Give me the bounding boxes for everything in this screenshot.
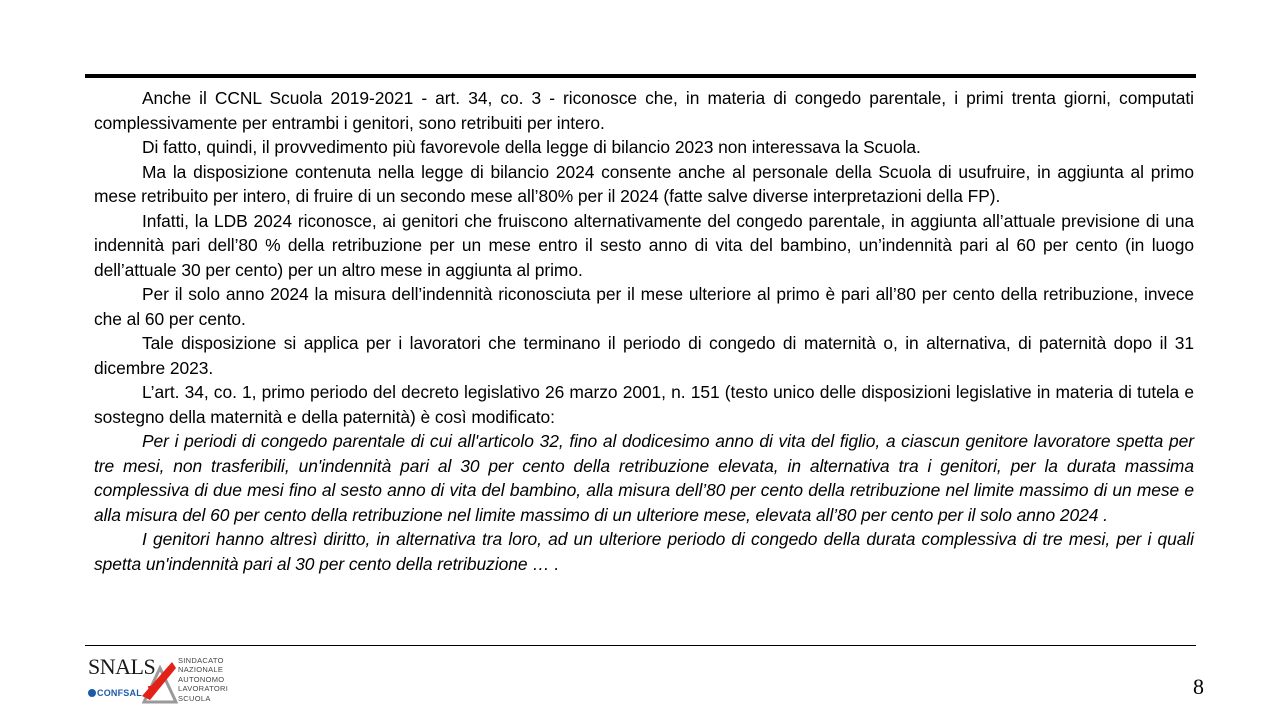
body-text [94, 86, 1194, 576]
confsal-text: CONFSAL [97, 688, 142, 698]
snals-logo [86, 654, 266, 706]
snals-words [178, 656, 228, 703]
snals-wordmark: SNALS [88, 654, 156, 679]
paragraph-ccnl: Anche il CCNL Scuola 2019-2021 - art. 34, co. 3 - riconosce che, in materia di congedo parentale, i primi trenta giorni, computati complessivamente per entrambi i genitori, sono retribuiti per intero. [94, 88, 1194, 133]
quote-periodi-congedo: Per i periodi di congedo parentale di cui all'articolo 32, fino al dodicesimo anno di vita del figlio, a ciascun genitore lavoratore spetta per tre mesi, non trasferibili, un'indennità pari al 30 per cento della retribuzione elevata, in alternativa tra i genitori, per la durata massima complessiva di due mesi fino al sesto anno di vita del bambino, alla misura dell’80 per cento della retribuzione nel limite massimo di un mese e alla misura del 60 per cento della retribuzione nel limite massimo di un ulteriore mese, elevata all’80 per cento per il solo anno 2024 . [94, 431, 1194, 525]
confsal-icon [88, 689, 96, 697]
word-sindacato: SINDACATO [178, 656, 224, 665]
word-autonomo: AUTONOMO [178, 674, 225, 684]
top-rule [85, 74, 1196, 78]
paragraph-tale-disposizione: Tale disposizione si applica per i lavoratori che terminano il periodo di congedo di maternità o, in alternativa, di paternità dopo il 31 dicembre 2023. [94, 333, 1194, 378]
paragraph-di-fatto: Di fatto, quindi, il provvedimento più favorevole della legge di bilancio 2023 non interessava la Scuola. [142, 137, 921, 157]
word-scuola: SCUOLA [178, 693, 211, 703]
snals-mark-icon [142, 656, 178, 704]
quote-genitori: I genitori hanno altresì diritto, in alternativa tra loro, ad un ulteriore periodo di congedo della durata complessiva di tre mesi, per i quali spetta un'indennità pari al 30 per cento della retribuzione … . [94, 529, 1194, 574]
paragraph-infatti: Infatti, la LDB 2024 riconosce, ai genitori che fruiscono alternativamente del congedo parentale, in aggiunta all’attuale previsione di una indennità pari dell’80 % della retribuzione per un mese entro il sesto anno di vita del bambino, un’indennità pari al 60 per cento (in luogo dell’attuale 30 per cento) per un altro mese in aggiunta al primo. [94, 210, 1194, 280]
paragraph-solo-anno-2024: Per il solo anno 2024 la misura dell’indennità riconosciuta per il mese ulteriore al primo è pari all’80 per cento della retribuzione, invece che al 60 per cento. [94, 284, 1194, 329]
confsal-label [88, 688, 142, 698]
word-nazionale: NAZIONALE [178, 665, 224, 675]
page-number: 8 [1193, 674, 1204, 699]
word-lavoratori: LAVORATORI [178, 684, 229, 694]
paragraph-ldb-2024: Ma la disposizione contenuta nella legge di bilancio 2024 consente anche al personale della Scuola di usufruire, in aggiunta al primo mese retribuito per intero, di fruire di un secondo mese all’80% per il 2024 (fatte salve diverse interpretazioni della FP). [94, 161, 1194, 206]
bottom-rule [85, 645, 1196, 646]
paragraph-art-34: L’art. 34, co. 1, primo periodo del decreto legislativo 26 marzo 2001, n. 151 (testo unico delle disposizioni legislative in materia di tutela e sostegno della maternità e della paternità) è così modificato: [94, 382, 1194, 427]
